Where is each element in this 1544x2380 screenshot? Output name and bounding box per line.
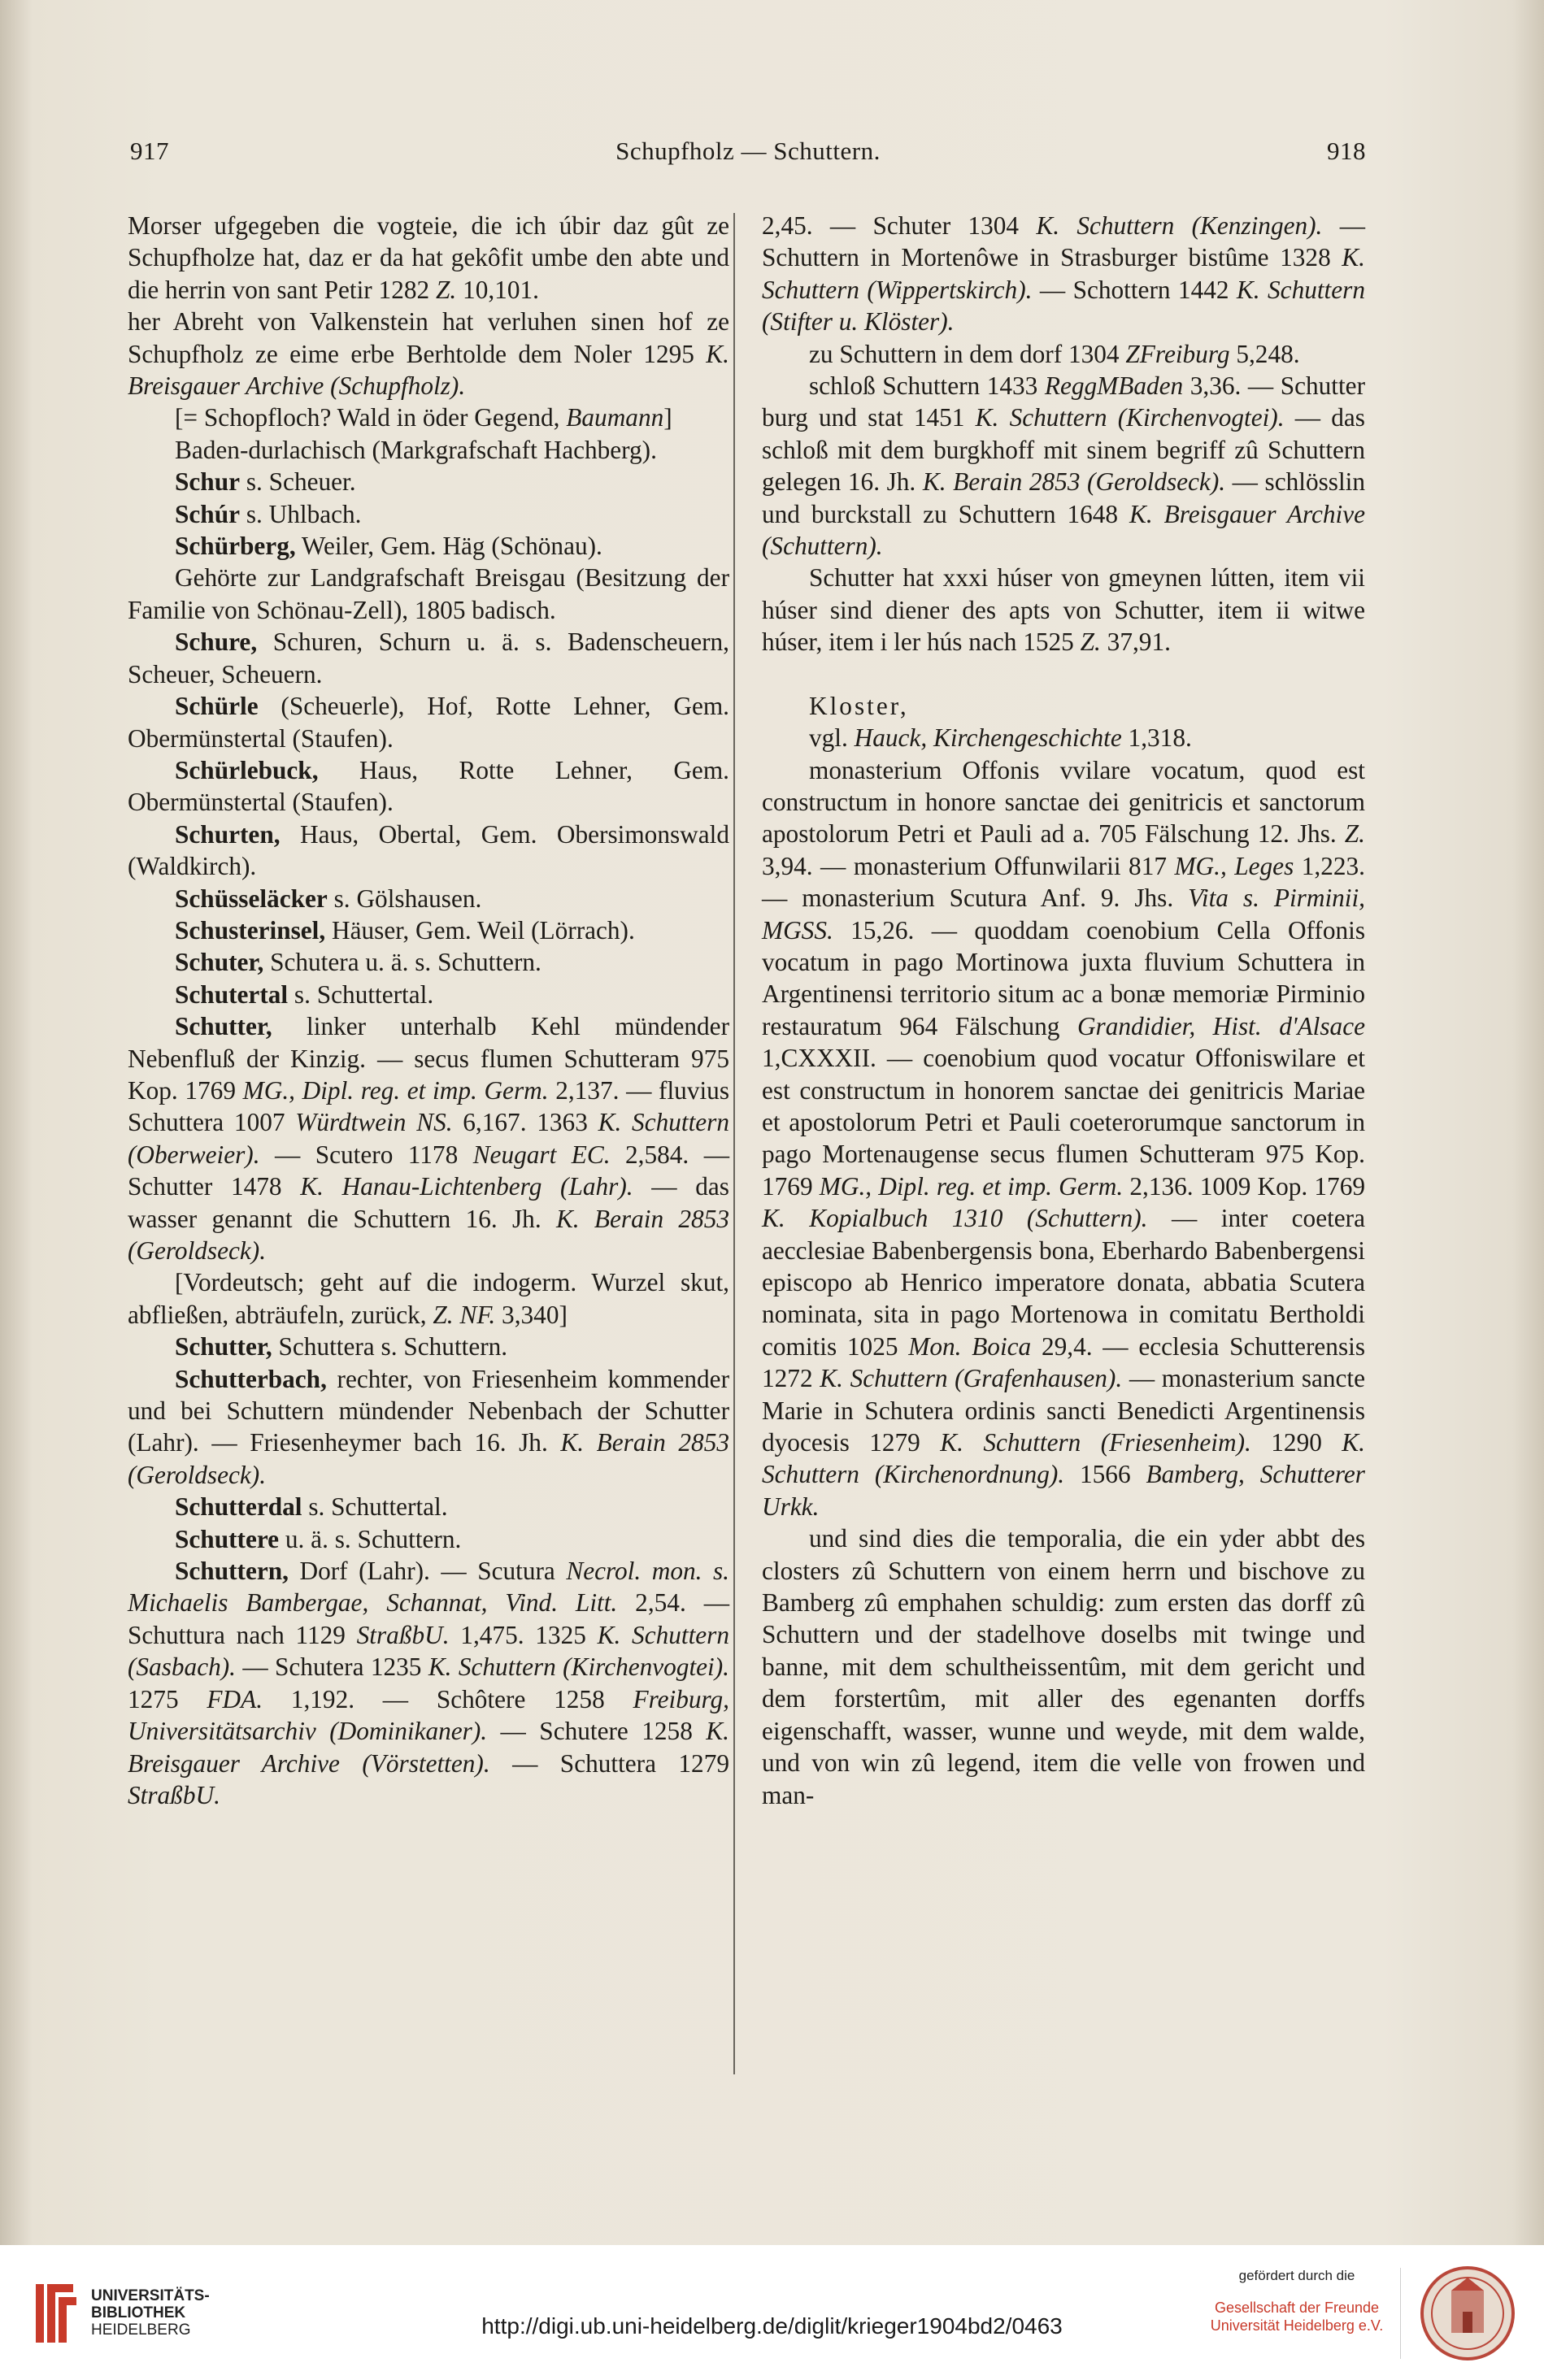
dictionary-entry: Gehörte zur Landgrafschaft Breisgau (Besitzung der Familie von Schönau-Zell), 1805 badisch. [128,563,729,624]
university-seal-icon [1419,2263,1516,2364]
sponsor-credit [1195,2268,1398,2334]
sponsor-name-line1: Gesellschaft der Freunde [1214,2300,1380,2316]
dictionary-entry: 2,45. — Schuter 1304 K. Schuttern (Kenzingen). — Schuttern in Mortenôwe in Strasburger bistûme 1328 K. Schuttern (Wippertskirch). — Schottern 1442 K. Schuttern (Stifter u. Klöster). [762,211,1365,337]
dictionary-entry: Schurten, Haus, Obertal, Gem. Obersimonswald (Waldkirch). [128,819,729,881]
library-name-line3: HEIDELBERG [91,2321,191,2339]
library-name-line1: UNIVERSITÄTS- [91,2287,210,2304]
dictionary-entry: monasterium Offonis vvilare vocatum, quod est constructum in honore sanctae dei genitricis et sanctorum apostolorum Petri et Pauli ad a. 705 Fälschung 12. Jhs. Z. 3,94. — monasterium Offunwilarii 817 MG., Leges 1,223. — monasterium Scutura Anf. 9. Jhs. Vita s. Pirminii, MGSS. 15,26. — quoddam coenobium Cella Offonis vocatum in pago Mortinowa juxta fluvium Schuttera in Argentinensi territorio situm ac a bonæ memoriæ Pirminio restauratum 964 Fälschung Grandidier, Hist. d'Alsace 1,CXXXII. — coenobium quod vocatur Offoniswilare et est constructum in honorem sanctae dei genitricis Mariae et apostolorum Petri et Pauli coeterorumque sanctorum in pago Mortenaugense secus flumen Schutteram 975 Kop. 1769 MG., Dipl. reg. et imp. Germ. 2,136. 1009 Kop. 1769 K. Kopialbuch 1310 (Schuttern). — inter coetera aecclesiae Babenbergensis bona, Eberhardo Babenbergensi episcopo ab Henrico imperatore donata, abbatia Scutera nominata, sita in pago Mortenowa in comitatu Bertholdi comitis 1025 Mon. Boica 29,4. — ecclesia Schutterensis 1272 K. Schuttern (Grafenhausen). — monasterium sancte Marie in Schutera ordinis sancti Benedicti Argentinensis dyocesis 1279 K. Schuttern (Friesenheim). 1290 K. Schuttern (Kirchenordnung). 1566 Bamberg, Schutterer Urkk. [762,755,1366,1521]
dictionary-entry: Schutertal s. Schuttertal. [175,979,434,1009]
dictionary-entry: [= Schopfloch? Wald in öder Gegend, Baumann] [175,403,672,432]
sponsor-name-line2: Universität Heidelberg e.V. [1210,2317,1384,2334]
dictionary-entry: [Vordeutsch; geht auf die indogerm. Wurzel skut, abfließen, abträufeln, zurück, Z. NF. 3,340] [128,1268,729,1329]
dictionary-entry: Schur s. Scheuer. [175,467,356,497]
left-text-column [128,210,729,1811]
page-number-left: 917 [130,137,169,165]
dictionary-entry: Schuttere u. ä. s. Schuttern. [175,1524,462,1553]
dictionary-entry: Schuter, Schutera u. ä. s. Schuttern. [175,948,541,977]
dictionary-entry: Schuttern, Dorf (Lahr). — Scutura Necrol. mon. s. Michaelis Bambergae, Schannat, Vind. Litt. 2,54. — Schuttura nach 1129 StraßbU. 1,475. 1325 K. Schuttern (Sasbach). — Schutera 1235 K. Schuttern (Kirchenvogtei). 1275 FDA. 1,192. — Schôtere 1258 Freiburg, Universitätsarchiv (Dominikaner). — Schutere 1258 K. Breisgauer Archive (Vörstetten). — Schuttera 1279 StraßbU. [128,1557,729,1809]
dictionary-entry: Schüsseläcker s. Gölshausen. [175,884,482,913]
running-title: Schupfholz — Schuttern. [615,137,881,165]
footer-separator [1400,2268,1401,2359]
dictionary-entry: Schürberg, Weiler, Gem. Häg (Schönau). [175,532,602,561]
dictionary-entry: Schusterinsel, Häuser, Gem. Weil (Lörrach). [175,915,635,945]
sponsor-by-label: gefördert durch die [1238,2268,1355,2283]
dictionary-entry: Schutter, linker unterhalb Kehl mündender Nebenfluß der Kinzig. — secus flumen Schutteram 975 Kop. 1769 MG., Dipl. reg. et imp. Germ. 2,137. — fluvius Schuttera 1007 Würdtwein NS. 6,167. 1363 K. Schuttern (Oberweier). — Scutero 1178 Neugart EC. 2,584. — Schutter 1478 K. Hanau-Lichtenberg (Lahr). — das wasser genannt die Schuttern 16. Jh. K. Berain 2853 (Geroldseck). [128,1012,729,1265]
dictionary-entry: her Abreht von Valkenstein hat verluhen sinen hof ze Schupfholz ze eime erbe Berhtolde dem Noler 1295 K. Breisgauer Archive (Schupfholz). [128,307,729,401]
dictionary-entry: Schutterbach, rechter, von Friesenheim kommender und bei Schuttern mündender Nebenbach der Schutter (Lahr). — Friesenheymer bach 16. Jh. K. Berain 2853 (Geroldseck). [128,1364,729,1489]
column-divider [733,213,735,2074]
running-header [130,137,1366,177]
dictionary-entry: zu Schuttern in dem dorf 1304 ZFreiburg 5,248. [809,339,1300,368]
digitization-footer [0,2245,1544,2380]
dictionary-entry: schloß Schuttern 1433 ReggMBaden 3,36. — Schutter burg und stat 1451 K. Schuttern (Kirchenvogtei). — das schloß mit dem burgkhoff mit sinem begriff zû Schuttern gelegen 16. Jh. K. Berain 2853 (Geroldseck). — schlösslin und burckstall zu Schuttern 1648 K. Breisgauer Archive (Schuttern). [762,371,1366,561]
dictionary-entry: Schutter hat xxxi húser von gmeynen lútten, item vii húser sind diener des apts von Schutter, item ii witwe húser, item i ler hús nach 1525 Z. 37,91. [762,563,1365,657]
dictionary-entry: Baden-durlachisch (Markgrafschaft Hachberg). [175,435,657,464]
dictionary-entry: und sind dies die temporalia, die ein yder abbt des closters zû Schuttern von einem herrn und bischove zu Bamberg zû emphahen schuldig: zum ersten das dorff zû Schuttern und der stadelhove doselbs mit twinge und banne, mit dem schultheissentûm, mit dem gericht und dem forstertûm, mit aller des egenanten dorffs eigenschafft, wasser, wunne und weyde, mit dem walde, und von win zû legend, item die velle von frowen und man- [762,1524,1365,1809]
right-text-column [762,210,1365,1811]
dictionary-entry: Schutter, Schuttera s. Schuttern. [175,1332,508,1362]
library-name-line2: BIBLIOTHEK [91,2304,186,2321]
dictionary-entry: Schürle (Scheuerle), Hof, Rotte Lehner, Gem. Obermünstertal (Staufen). [128,692,729,753]
dictionary-entry: Schürlebuck, Haus, Rotte Lehner, Gem. Obermünstertal (Staufen). [128,755,729,817]
dictionary-entry: vgl. Hauck, Kirchengeschichte 1,318. [809,723,1192,753]
dictionary-entry: Morser ufgegeben die vogteie, die ich úbir daz gût ze Schupfholze hat, daz er da hat gekôfit umbe den abte und die herrin von sant Petir 1282 Z. 10,101. [128,211,729,304]
dictionary-entry: Schure, Schuren, Schurn u. ä. s. Badenscheuern, Scheuer, Scheuern. [128,628,729,688]
permalink-url[interactable]: http://digi.ub.uni-heidelberg.de/diglit/krieger1904bd2/0463 [481,2313,1063,2339]
page-number-right: 918 [1327,137,1366,165]
dictionary-entry: Schutterdal s. Schuttertal. [175,1492,448,1522]
section-heading: Kloster, [809,691,909,720]
dictionary-entry: Schúr s. Uhlbach. [175,499,362,528]
